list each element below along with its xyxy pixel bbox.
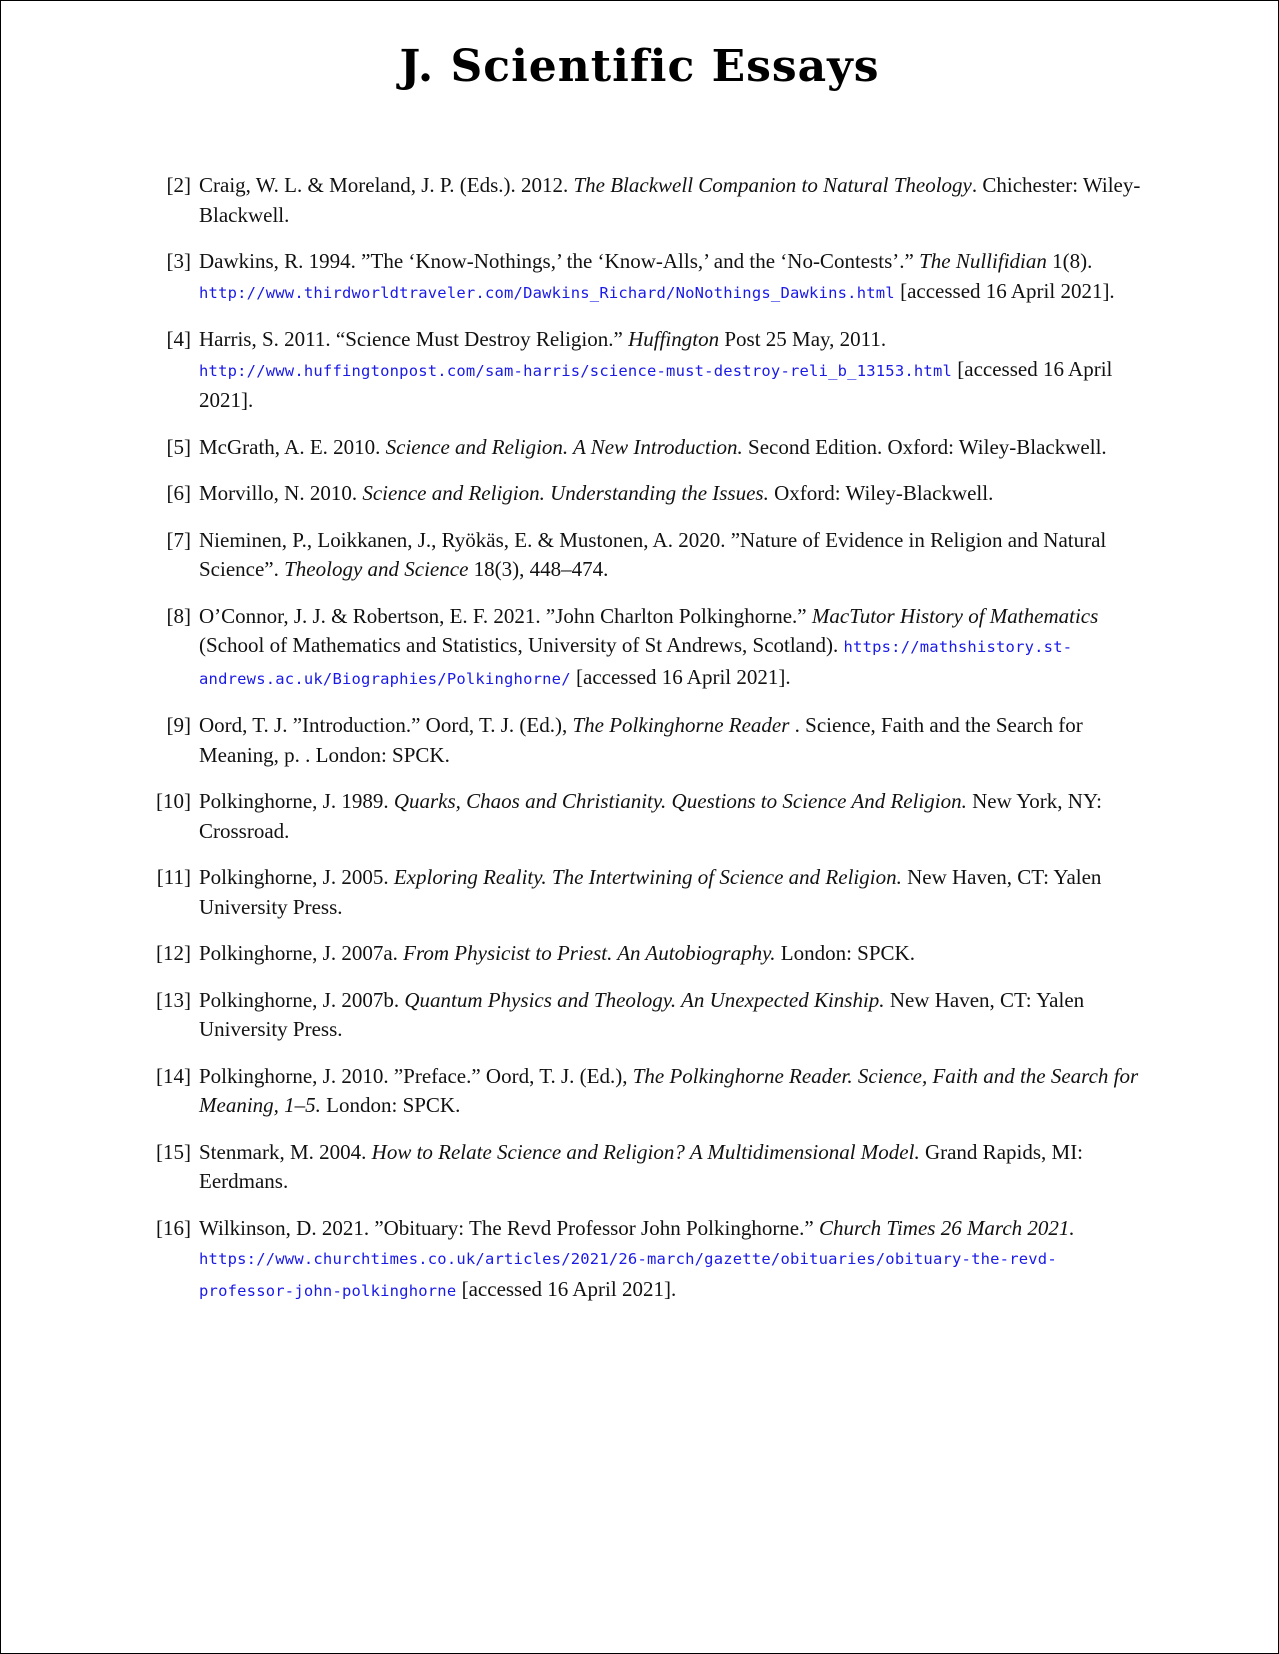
reference-segment: Post 25 May, 2011. xyxy=(719,327,887,351)
journal-title: J. Scientific Essays xyxy=(399,41,880,92)
reference-number: [3] xyxy=(166,249,191,273)
reference-entry xyxy=(151,479,1151,509)
reference-number: [8] xyxy=(166,603,191,628)
reference-entry xyxy=(151,787,1151,846)
reference-entry xyxy=(151,1214,1151,1307)
reference-segment: Polkinghorne, J. 2005. xyxy=(199,865,394,889)
reference-title: Exploring Reality. The Intertwining of Science and Religion. xyxy=(393,865,902,889)
reference-segment: Oxford: Wiley-Blackwell. xyxy=(768,481,994,505)
reference-segment: O’Connor, J. J. & Robertson, E. F. 2021. ”John Charlton Polkinghorne.” xyxy=(199,603,812,628)
reference-entry xyxy=(151,1062,1151,1121)
reference-entry xyxy=(151,171,1151,230)
reference-segment: Harris, S. 2011. “Science Must Destroy Religion.” xyxy=(199,327,629,351)
reference-segment: [accessed 16 April 2021]. xyxy=(894,278,1115,303)
reference-number: [10] xyxy=(156,789,191,813)
reference-segment: Oord, T. J. ”Introduction.” Oord, T. J. (Ed.), xyxy=(199,713,573,737)
reference-text xyxy=(199,325,1151,416)
reference-segment: Craig, W. L. & Moreland, J. P. (Eds.). 2012. xyxy=(199,173,574,197)
reference-title: Science and Religion. A New Introduction. xyxy=(385,434,743,459)
reference-title: The Polkinghorne Reader xyxy=(572,713,790,737)
reference-text xyxy=(199,1138,1151,1197)
reference-text xyxy=(199,1062,1151,1121)
reference-text xyxy=(199,863,1151,922)
reference-text xyxy=(199,986,1151,1045)
reference-entry xyxy=(151,526,1151,585)
reference-entry xyxy=(151,939,1151,969)
reference-segment: 18(3), 448–474. xyxy=(468,557,609,581)
reference-segment: . Science, Faith and the Search for Meaning, p. . London: SPCK. xyxy=(199,713,1083,767)
reference-title: The Blackwell Companion to Natural Theology xyxy=(573,173,972,197)
reference-segment: Dawkins, R. 1994. ”The ‘Know-Nothings,’ the ‘Know-Alls,’ and the ‘No-Contests’.” xyxy=(199,249,920,273)
reference-title: The Polkinghorne Reader. Science, Faith and the Search for Meaning, 1–5. xyxy=(199,1063,1139,1117)
reference-entry xyxy=(151,602,1151,695)
reference-text xyxy=(199,711,1151,770)
reference-text xyxy=(199,247,1151,308)
reference-title: Quantum Physics and Theology. An Unexpected Kinship. xyxy=(404,987,885,1012)
reference-segment: Polkinghorne, J. 2007a. xyxy=(199,941,404,965)
reference-segment: Wilkinson, D. 2021. ”Obituary: The Revd Professor John Polkinghorne.” xyxy=(199,1215,819,1240)
reference-segment: New Haven, CT: Yalen University Press. xyxy=(199,987,1085,1041)
reference-segment: London: SPCK. xyxy=(775,941,915,965)
reference-list xyxy=(151,171,1151,1323)
reference-title: How to Relate Science and Religion? A Multidimensional Model. xyxy=(371,1139,920,1164)
reference-text xyxy=(199,787,1151,846)
reference-number: [14] xyxy=(156,1063,191,1088)
reference-number: [11] xyxy=(156,865,191,889)
reference-segment: [accessed 16 April 2021]. xyxy=(456,1276,677,1301)
reference-number: [16] xyxy=(156,1215,191,1240)
reference-title: Science and Religion. Understanding the Issues. xyxy=(362,481,769,505)
reference-text xyxy=(199,171,1151,230)
reference-link[interactable]: https://mathshistory.st-andrews.ac.uk/Biographies/Polkinghorne/ xyxy=(199,638,1073,688)
reference-entry xyxy=(151,247,1151,308)
reference-number: [5] xyxy=(166,434,191,459)
reference-segment: Second Edition. Oxford: Wiley-Blackwell. xyxy=(742,434,1107,459)
reference-title: Theology and Science xyxy=(284,557,469,581)
reference-title: MacTutor History of Mathematics xyxy=(811,603,1099,628)
reference-entry xyxy=(151,325,1151,416)
reference-entry xyxy=(151,711,1151,770)
reference-segment: (School of Mathematics and Statistics, University of St Andrews, Scotland). xyxy=(199,633,844,657)
reference-number: [2] xyxy=(166,173,191,197)
reference-segment: Polkinghorne, J. 2007b. xyxy=(199,987,405,1012)
reference-number: [13] xyxy=(156,987,191,1012)
reference-title: Church Times 26 March 2021. xyxy=(818,1215,1075,1240)
reference-segment: 1(8). xyxy=(1046,249,1093,273)
reference-text xyxy=(199,433,1151,463)
reference-link[interactable]: http://www.thirdworldtraveler.com/Dawkins_Richard/NoNothings_Dawkins.html xyxy=(199,283,895,302)
reference-text xyxy=(199,526,1151,585)
reference-text xyxy=(199,602,1151,695)
reference-segment: Nieminen, P., Loikkanen, J., Ryökäs, E. & Mustonen, A. 2020. ”Nature of Evidence in Religion and Natural Science”. xyxy=(199,527,1107,581)
reference-segment: Grand Rapids, MI: Eerdmans. xyxy=(199,1139,1084,1193)
reference-link[interactable]: https://www.churchtimes.co.uk/articles/2021/26-march/gazette/obituaries/obituary-the-revd-professor-john-polkinghorne xyxy=(199,1250,1057,1300)
reference-title: From Physicist to Priest. An Autobiography. xyxy=(403,941,776,965)
reference-segment: Morvillo, N. 2010. xyxy=(199,481,363,505)
reference-number: [4] xyxy=(166,327,191,351)
reference-text xyxy=(199,479,1151,509)
reference-text xyxy=(199,939,1151,969)
reference-segment: London: SPCK. xyxy=(320,1093,461,1117)
reference-number: [15] xyxy=(156,1139,191,1164)
reference-segment: New Haven, CT: Yalen University Press. xyxy=(199,865,1102,919)
reference-number: [12] xyxy=(156,941,191,965)
reference-segment: [accessed 16 April 2021]. xyxy=(570,664,791,689)
reference-title: Quarks, Chaos and Christianity. Questions to Science And Religion. xyxy=(393,789,967,813)
reference-number: [7] xyxy=(166,527,191,552)
reference-link[interactable]: http://www.huffingtonpost.com/sam-harris/science-must-destroy-reli_b_13153.html xyxy=(199,361,953,380)
reference-segment: Stenmark, M. 2004. xyxy=(199,1139,372,1164)
reference-title: The Nullifidian xyxy=(919,249,1047,273)
reference-number: [9] xyxy=(166,713,191,737)
reference-segment: [accessed 16 April 2021]. xyxy=(199,356,1113,412)
reference-segment: . Chichester: Wiley-Blackwell. xyxy=(199,173,1141,227)
reference-segment: New York, NY: Crossroad. xyxy=(199,789,1103,843)
reference-entry xyxy=(151,986,1151,1045)
reference-segment: McGrath, A. E. 2010. xyxy=(199,434,386,459)
reference-entry xyxy=(151,863,1151,922)
reference-title: Huffington xyxy=(628,327,720,351)
reference-number: [6] xyxy=(166,481,191,505)
reference-entry xyxy=(151,433,1151,463)
reference-entry xyxy=(151,1138,1151,1197)
reference-text xyxy=(199,1214,1151,1307)
reference-segment: Polkinghorne, J. 1989. xyxy=(199,789,394,813)
reference-segment: Polkinghorne, J. 2010. ”Preface.” Oord, T. J. (Ed.), xyxy=(199,1063,633,1088)
